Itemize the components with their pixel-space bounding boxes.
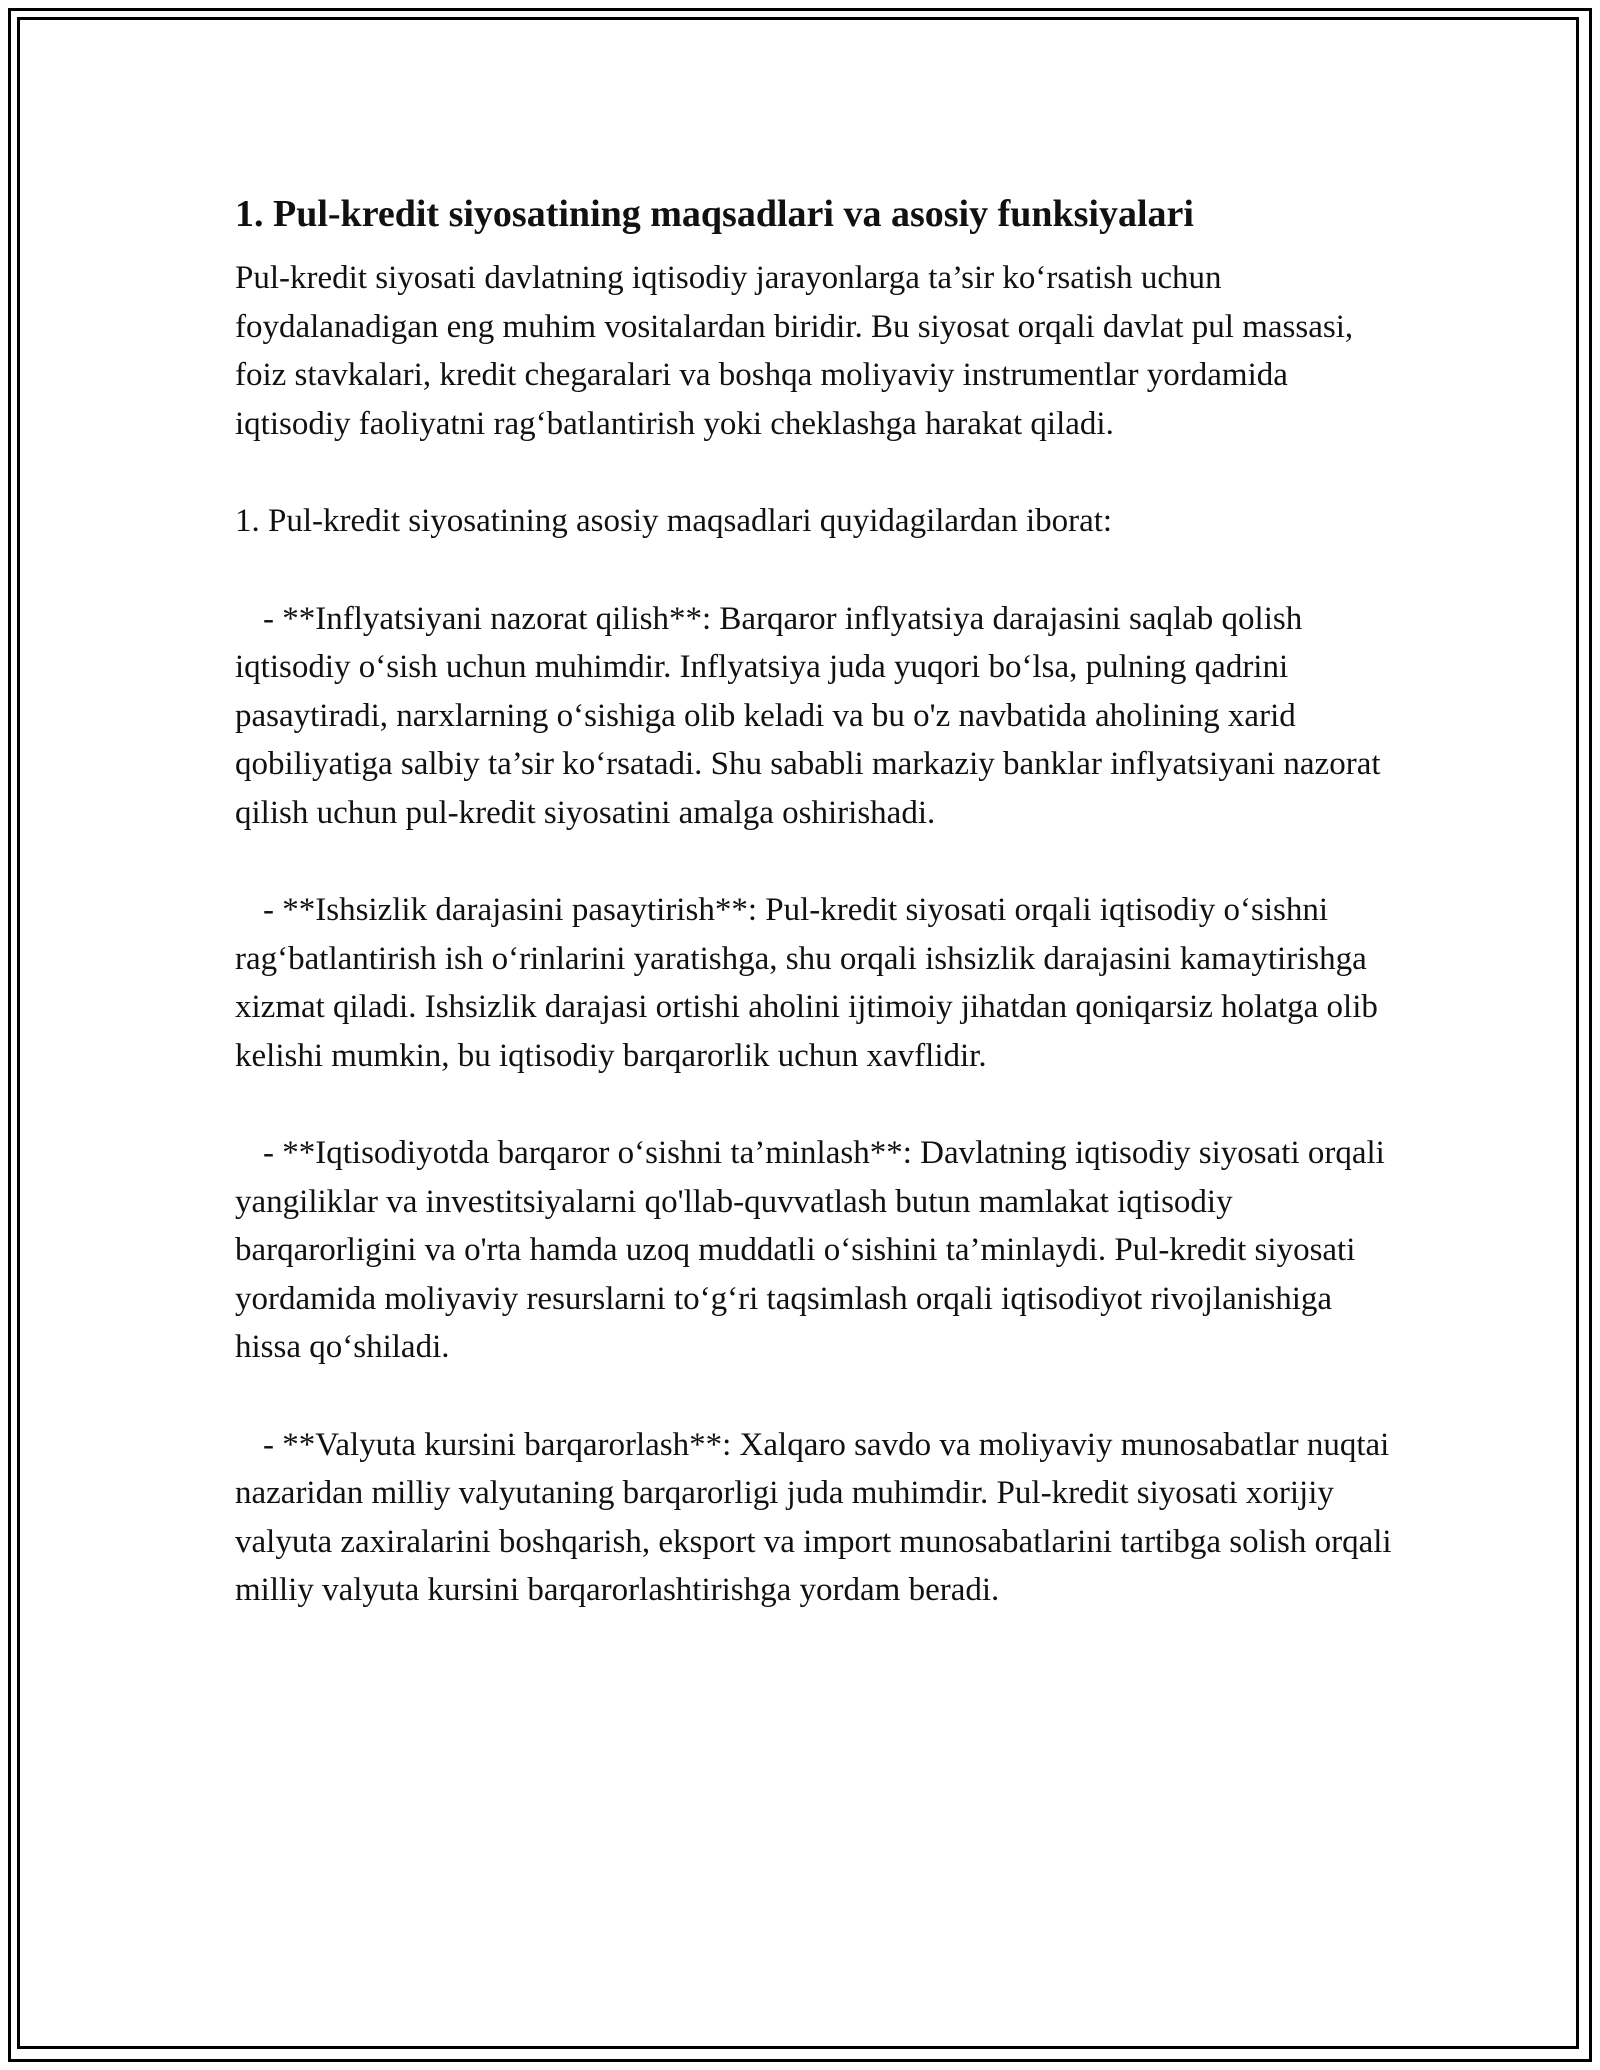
- bullet-currency: - **Valyuta kursini barqarorlash**: Xalqaro savdo va moliyaviy munosabatlar nuqtai nazaridan milliy valyutaning barqarorligi juda muhimdir. Pul-kredit siyosati xorijiy valyuta zaxiralarini boshqarish, eksport va import munosabatlarini tartibga solish orqali milliy valyuta kursini barqarorlashtirishga yordam beradi.: [235, 1426, 1392, 1608]
- intro-paragraph: Pul-kredit siyosati davlatning iqtisodiy jarayonlarga ta’sir ko‘rsatish uchun foydalanadigan eng muhim vositalardan biridir. Bu siyosat orqali davlat pul massasi, foiz stavkalari, kredit chegaralari va boshqa moliyaviy instrumentlar yordamida iqtisodiy faoliyatni rag‘batlantirish yoki cheklashga harakat qiladi.: [235, 260, 1354, 442]
- list-title: 1. Pul-kredit siyosatining asosiy maqsadlari quyidagilardan iborat:: [235, 503, 1113, 539]
- bullet-inflation: - **Inflyatsiyani nazorat qilish**: Barqaror inflyatsiya darajasini saqlab qolish iqtisodiy o‘sish uchun muhimdir. Inflyatsiya juda yuqori bo‘lsa, pulning qadrini pasaytiradi, narxlarning o‘sishiga olib keladi va bu o'z navbatida aholining xarid qobiliyatiga salbiy ta’sir ko‘rsatadi. Shu sababli markaziy banklar inflyatsiyani nazorat qilish uchun pul-kredit siyosatini amalga oshirishadi.: [235, 600, 1381, 831]
- bullet-unemployment: - **Ishsizlik darajasini pasaytirish**: Pul-kredit siyosati orqali iqtisodiy o‘sishni rag‘batlantirish ish o‘rinlarini yaratishga, shu orqali ishsizlik darajasini kamaytirishga xizmat qiladi. Ishsizlik darajasi ortishi aholini ijtimoiy jihatdan qoniqarsiz holatga olib kelishi mumkin, bu iqtisodiy barqarorlik uchun xavflidir.: [235, 892, 1378, 1074]
- document-body: [235, 188, 1395, 1664]
- bullet-growth: - **Iqtisodiyotda barqaror o‘sishni ta’minlash**: Davlatning iqtisodiy siyosati orqali yangiliklar va investitsiyalarni qo'llab-quvvatlash butun mamlakat iqtisodiy barqarorligini va o'rta hamda uzoq muddatli o‘sishini ta’minlaydi. Pul-kredit siyosati yordamida moliyaviy resurslarni to‘g‘ri taqsimlash orqali iqtisodiyot rivojlanishiga hissa qo‘shiladi.: [235, 1135, 1385, 1365]
- section-heading: 1. Pul-kredit siyosatining maqsadlari va asosiy funksiyalari: [235, 193, 1194, 235]
